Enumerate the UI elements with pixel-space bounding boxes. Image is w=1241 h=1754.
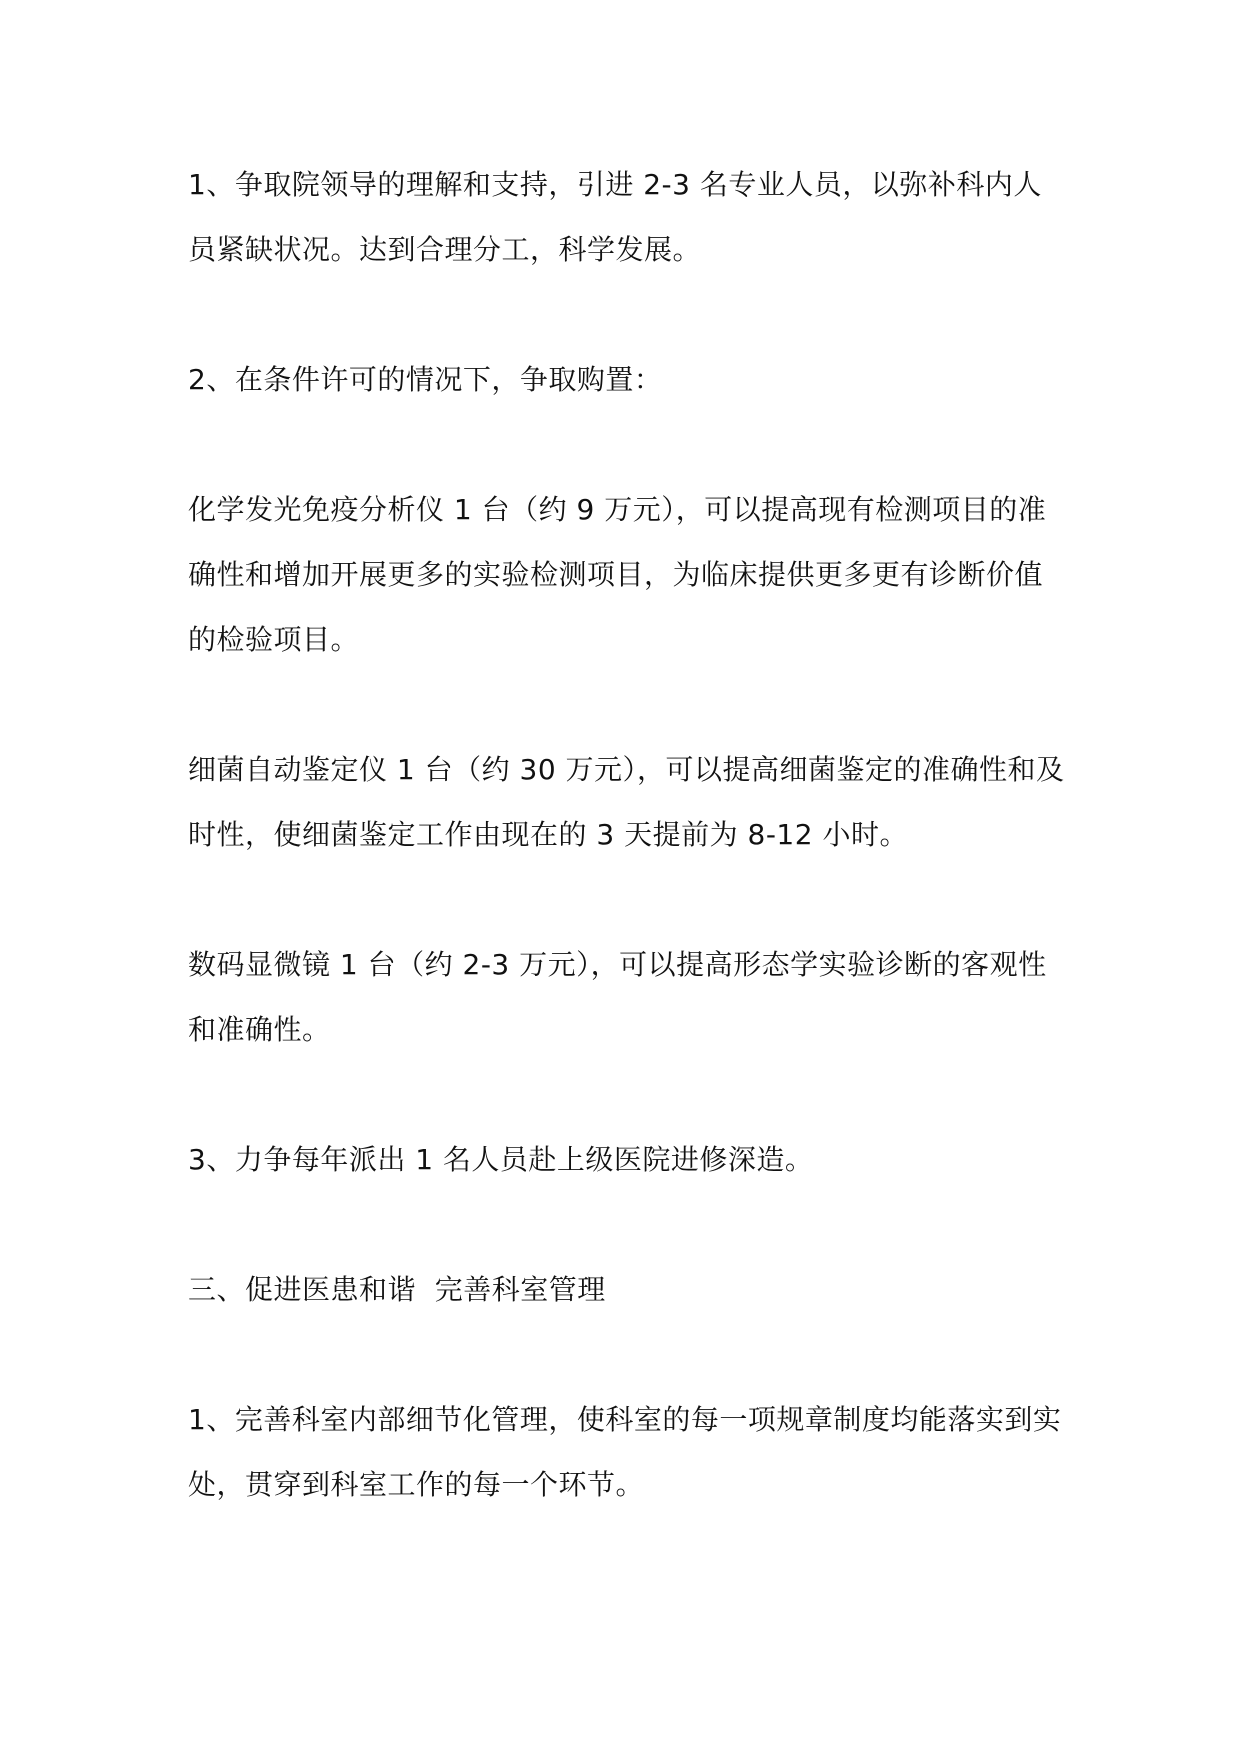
paragraph-detailed-management: 1、完善科室内部细节化管理，使科室的每一项规章制度均能落实到实处，贯穿到科室工作的每一个环节。 <box>188 1403 1062 1501</box>
paragraph-purchase-intro: 2、在条件许可的情况下，争取购置： <box>188 363 663 396</box>
paragraph-recruit-staff: 1、争取院领导的理解和支持，引进 2-3 名专业人员，以弥补科内人员紧缺状况。达到合理分工，科学发展。 <box>188 168 1042 266</box>
paragraph-bacteria-identifier: 细菌自动鉴定仪 1 台（约 30 万元），可以提高细菌鉴定的准确性和及时性，使细菌鉴定工作由现在的 3 天提前为 8-12 小时。 <box>188 753 1065 851</box>
paragraph-chemiluminescence-analyzer: 化学发光免疫分析仪 1 台（约 9 万元），可以提高现有检测项目的准确性和增加开展更多的实验检测项目，为临床提供更多更有诊断价值的检验项目。 <box>188 493 1047 656</box>
section-heading-management: 三、促进医患和谐 完善科室管理 <box>188 1273 606 1306</box>
paragraph-digital-microscope: 数码显微镜 1 台（约 2-3 万元），可以提高形态学实验诊断的客观性和准确性。 <box>188 948 1047 1046</box>
paragraph-training: 3、力争每年派出 1 名人员赴上级医院进修深造。 <box>188 1143 814 1176</box>
